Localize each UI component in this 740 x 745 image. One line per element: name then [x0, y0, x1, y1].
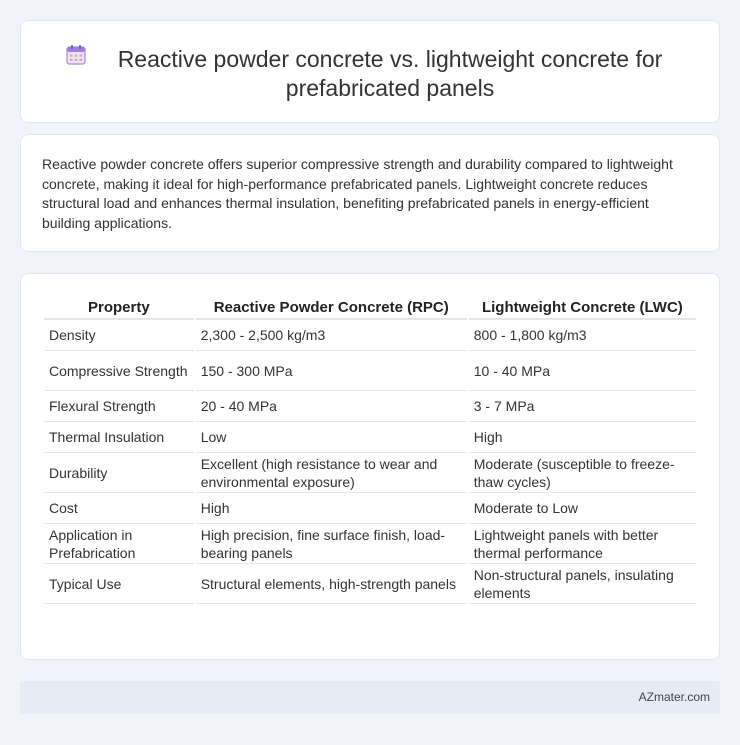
cell-property: Application in Prefabrication	[44, 524, 194, 564]
cell-rpc: High	[196, 493, 467, 524]
table-row	[44, 564, 696, 604]
page-title: Reactive powder concrete vs. lightweight concrete for prefabricated panels	[117, 46, 663, 101]
table-header-row	[44, 296, 696, 320]
footer-site-label: AZmater.com	[638, 690, 710, 704]
cell-rpc: 20 - 40 MPa	[196, 391, 467, 422]
table-row	[44, 493, 696, 524]
cell-rpc: 2,300 - 2,500 kg/m3	[196, 320, 467, 351]
cell-lwc: Moderate (susceptible to freeze-thaw cycles)	[469, 453, 696, 493]
cell-property: Compressive Strength	[44, 351, 194, 391]
table-row	[44, 453, 696, 493]
cell-rpc: Excellent (high resistance to wear and environmental exposure)	[196, 453, 467, 493]
table-row	[44, 320, 696, 351]
cell-rpc: 150 - 300 MPa	[196, 351, 467, 391]
cell-lwc: Non-structural panels, insulating elements	[469, 564, 696, 604]
table-row	[44, 351, 696, 391]
cell-rpc: Structural elements, high-strength panels	[196, 564, 467, 604]
cell-property: Cost	[44, 493, 194, 524]
cell-lwc: Moderate to Low	[469, 493, 696, 524]
cell-lwc: 800 - 1,800 kg/m3	[469, 320, 696, 351]
cell-lwc: 3 - 7 MPa	[469, 391, 696, 422]
cell-property: Density	[44, 320, 194, 351]
cell-lwc: 10 - 40 MPa	[469, 351, 696, 391]
summary-card	[20, 134, 720, 252]
table-row	[44, 391, 696, 422]
cell-property: Thermal Insulation	[44, 422, 194, 453]
title-card	[20, 20, 720, 123]
table-card	[20, 273, 720, 660]
cell-rpc: Low	[196, 422, 467, 453]
summary-text: Reactive powder concrete offers superior compressive strength and durability compared to lightweight concrete, making it ideal for high-performance prefabricated panels. Lightweight concrete reduces structural load and enhances thermal insulation, benefiting prefabricated panels in energy-efficient building applications.	[42, 156, 673, 231]
cell-property: Durability	[44, 453, 194, 493]
cell-lwc: High	[469, 422, 696, 453]
table-row	[44, 422, 696, 453]
footer-bar	[20, 681, 720, 714]
cell-property: Flexural Strength	[44, 391, 194, 422]
cell-lwc: Lightweight panels with better thermal performance	[469, 524, 696, 564]
table-row	[44, 524, 696, 564]
header-rpc: Reactive Powder Concrete (RPC)	[196, 296, 467, 320]
header-property: Property	[44, 296, 194, 320]
comparison-table	[42, 296, 698, 604]
cell-property: Typical Use	[44, 564, 194, 604]
header-lwc: Lightweight Concrete (LWC)	[469, 296, 696, 320]
cell-rpc: High precision, fine surface finish, load-bearing panels	[196, 524, 467, 564]
